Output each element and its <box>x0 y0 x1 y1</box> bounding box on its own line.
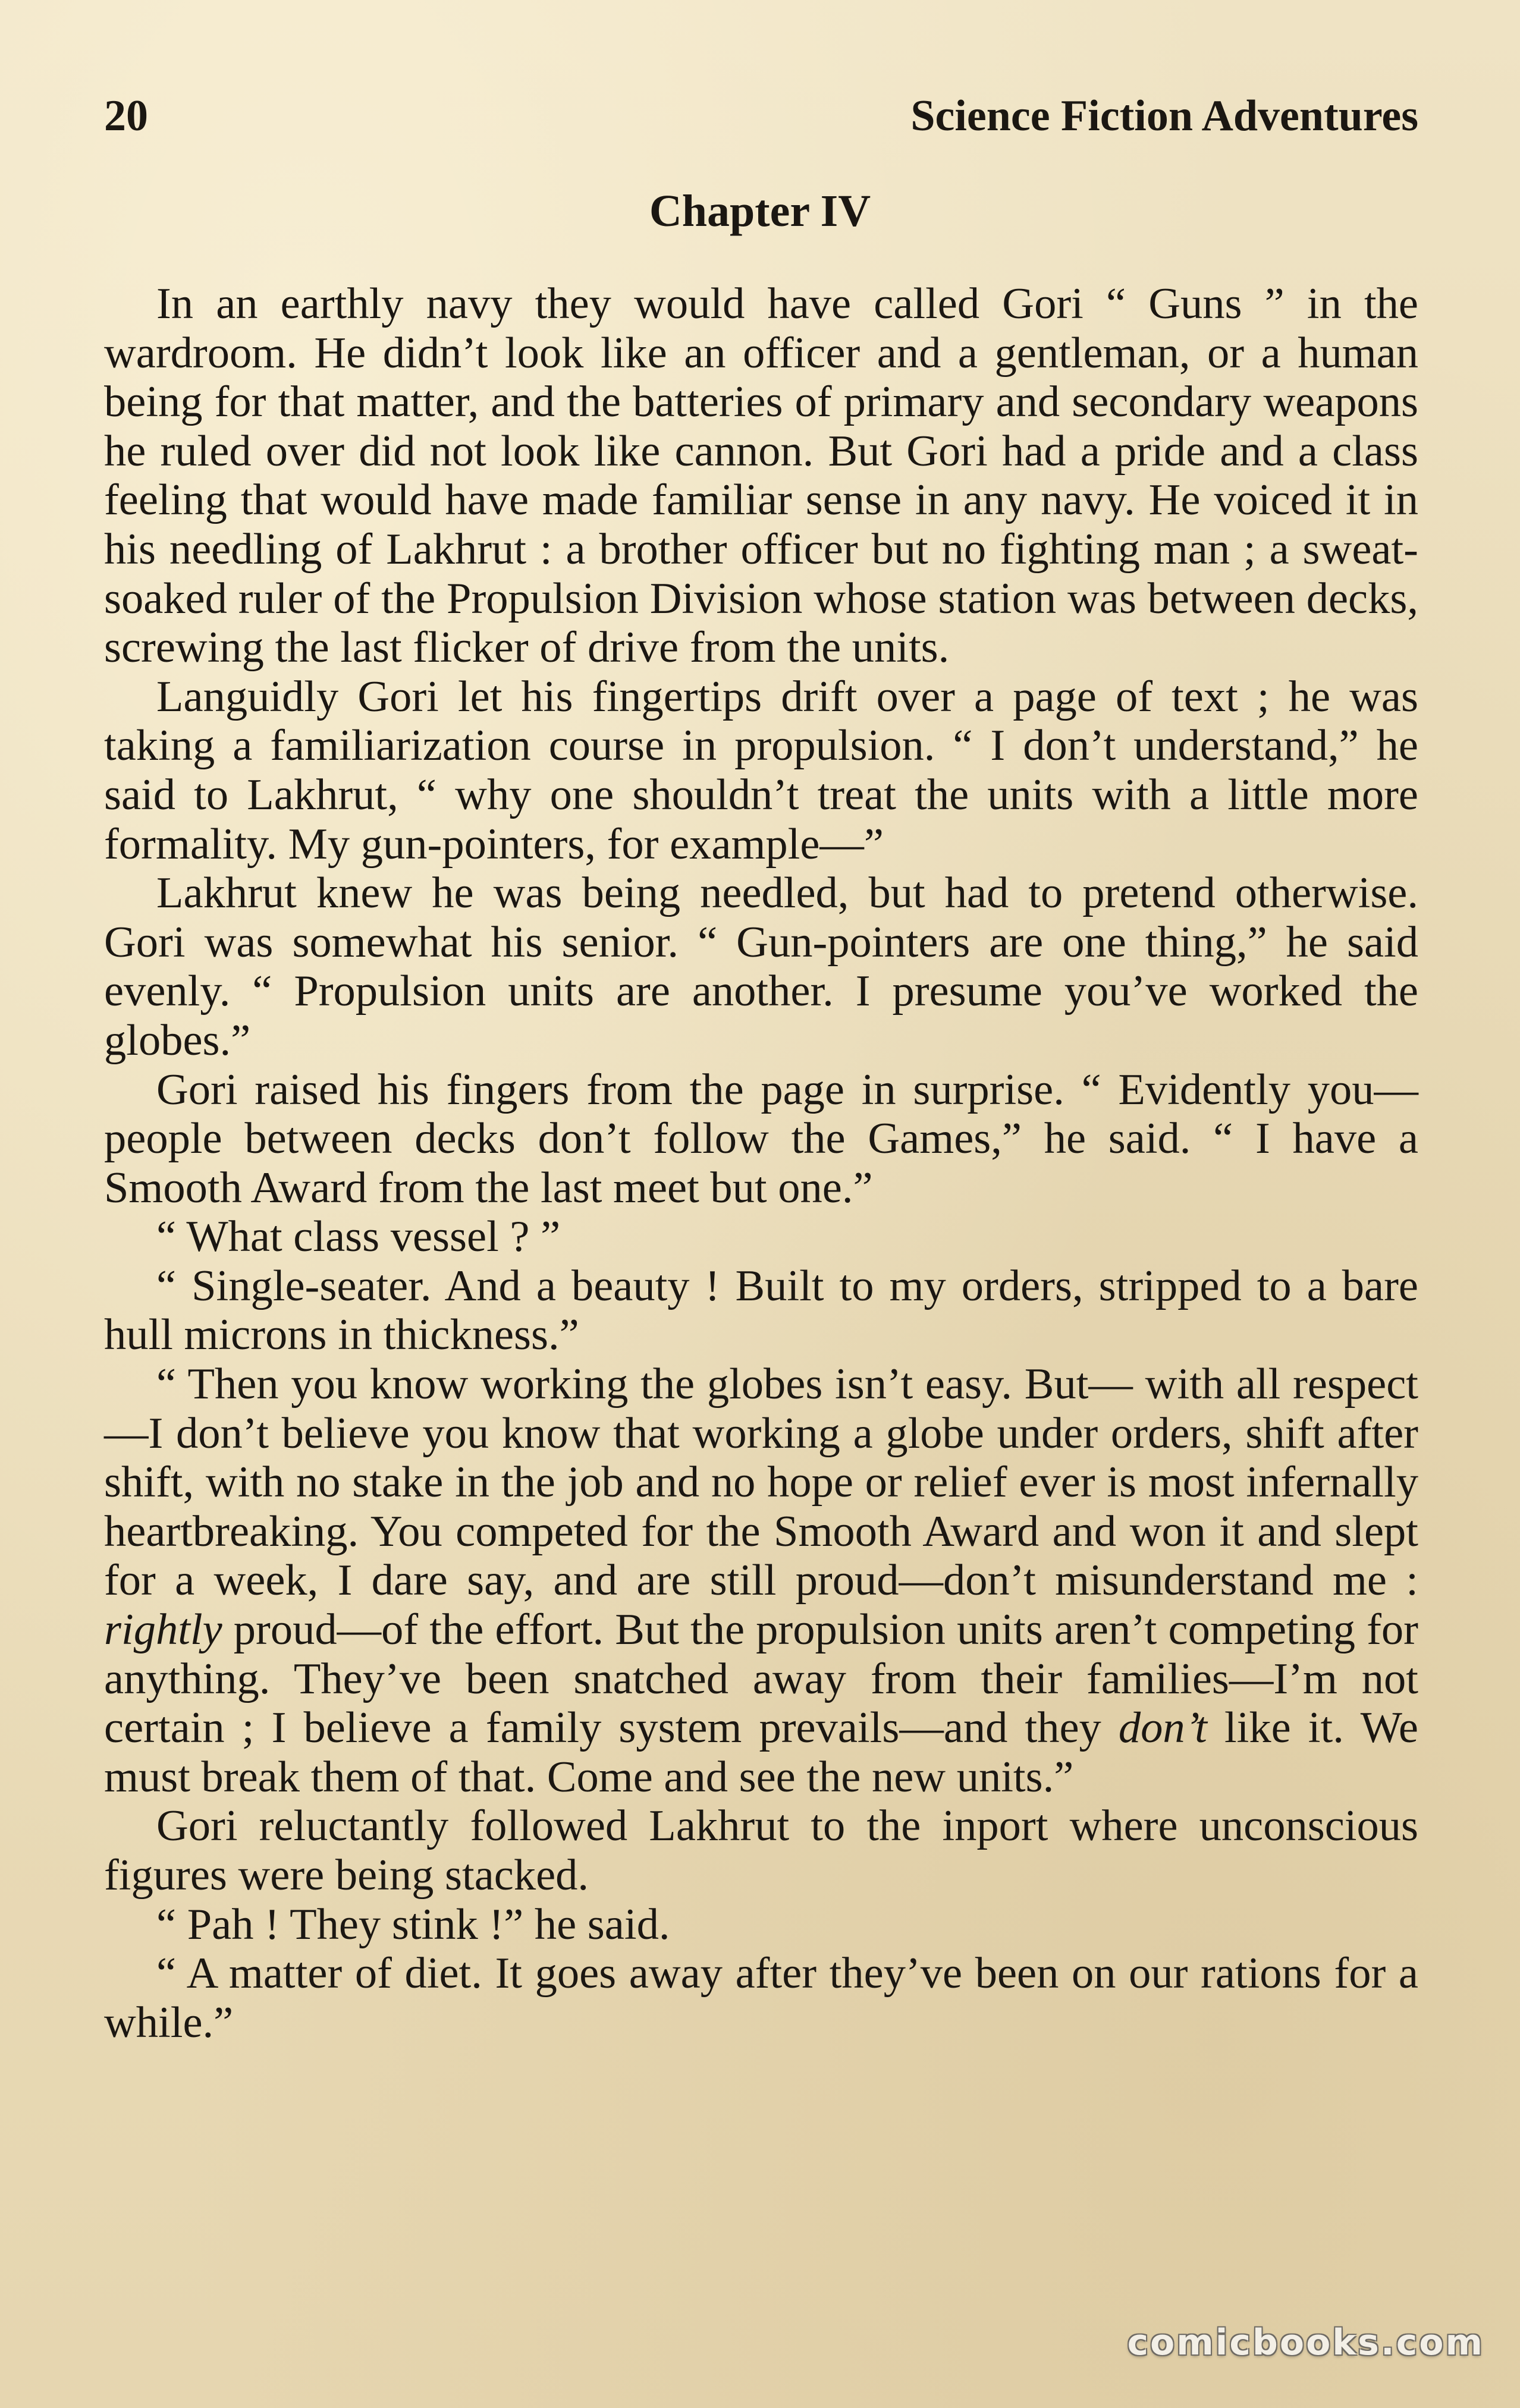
publication-title: Science Fiction Adventures <box>910 92 1418 140</box>
paragraph: “ What class vessel ? ” <box>156 1212 561 1262</box>
paragraph: Lakhrut knew he was being needled, but had to pretend otherwise. Gori was somewhat his senior. “ Gun-pointers are one thing,” he said evenly. “ Propulsion units are another. I presume you’ve worked the globes.” <box>104 869 1418 1065</box>
paragraph: “ Then you know working the globes isn’t easy. But— with all respect—I don’t believe you know that working a globe under orders, shift after shift, with no stake in the job and no hope or relief ever is most infernally heartbreaking. You competed for the Smooth Award and won it and slept for a week, I dare say, and are still proud—don’t misunderstand me : rightly proud—of the effort. But the propulsion units aren’t competing for anything. They’ve been snatched away from their families—I’m not certain ; I believe a family system prevails—and they don’t like it. We must break them of that. Come and see the new units.” <box>104 1360 1418 1802</box>
running-head <box>104 77 1418 155</box>
paragraph: In an earthly navy they would have called Gori “ Guns ” in the wardroom. He didn’t look like an officer and a gentleman, or a human being for that matter, and the batteries of primary and secondary weapons he ruled over did not look like cannon. But Gori had a pride and a class feeling that would have made familiar sense in any navy. He voiced it in his needling of Lakhrut : a brother officer but no fighting man ; a sweat-soaked ruler of the Propulsion Division whose station was between decks, screwing the last flicker of drive from the units. <box>104 279 1418 672</box>
paragraph: Gori reluctantly followed Lakhrut to the inport where unconscious figures were being stacked. <box>104 1802 1418 1900</box>
paragraph: “ A matter of diet. It goes away after they’ve been on our rations for a while.” <box>104 1949 1418 2047</box>
watermark: comicbooks.com <box>1127 2322 1484 2363</box>
paragraph: “ Pah ! They stink !” he said. <box>156 1900 670 1949</box>
page-number: 20 <box>104 92 148 140</box>
story-body <box>104 279 1418 2047</box>
paragraph: Languidly Gori let his fingertips drift over a page of text ; he was taking a familiarization course in propulsion. “ I don’t understand,” he said to Lakhrut, “ why one shouldn’t treat the units with a little more formality. My gun-pointers, for example—” <box>104 672 1418 869</box>
emphasis: don’t <box>1118 1703 1207 1753</box>
chapter-heading: Chapter IV <box>649 186 871 236</box>
paragraph: “ Single-seater. And a beauty ! Built to my orders, stripped to a bare hull microns in thickness.” <box>104 1261 1418 1360</box>
paragraph: Gori raised his fingers from the page in surprise. “ Evidently you—people between decks don’t follow the Games,” he said. “ I have a Smooth Award from the last meet but one.” <box>104 1065 1418 1212</box>
emphasis: rightly <box>104 1605 222 1655</box>
